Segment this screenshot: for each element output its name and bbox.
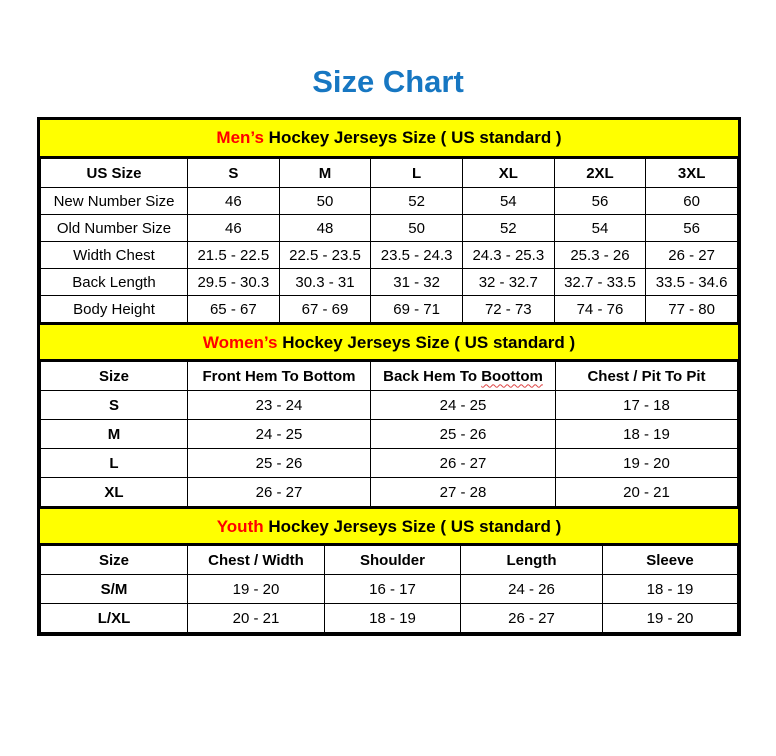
column-header [371, 362, 556, 391]
mens-section-title: Hockey Jerseys Size ( US standard ) [263, 128, 562, 147]
size-cell: 27 - 28 [371, 478, 556, 507]
size-cell: 32 - 32.7 [462, 269, 554, 296]
size-cell: 18 - 19 [603, 575, 738, 604]
size-cell: 77 - 80 [646, 296, 738, 323]
size-cell: 46 [188, 215, 280, 242]
size-cell: 25 - 26 [188, 449, 371, 478]
size-cell: 19 - 20 [556, 449, 738, 478]
size-cell: 25.3 - 26 [554, 242, 646, 269]
size-cell: 48 [279, 215, 371, 242]
column-header-text: Back Hem To [383, 367, 482, 385]
size-cell: 23 - 24 [188, 391, 371, 420]
size-cell: 19 - 20 [188, 575, 325, 604]
misspelled-word: Boottom [481, 367, 543, 385]
size-cell: 67 - 69 [279, 296, 371, 323]
youth-header-row [41, 546, 738, 575]
size-cell: 33.5 - 34.6 [646, 269, 738, 296]
column-header: Size [41, 546, 188, 575]
size-cell: 50 [279, 188, 371, 215]
column-header: S [188, 159, 280, 188]
womens-header-row [41, 362, 738, 391]
table-row [41, 242, 738, 269]
size-cell: 26 - 27 [188, 478, 371, 507]
size-cell: 16 - 17 [325, 575, 461, 604]
size-cell: 24.3 - 25.3 [462, 242, 554, 269]
row-label: Width Chest [41, 242, 188, 269]
size-cell: 22.5 - 23.5 [279, 242, 371, 269]
size-cell: 24 - 26 [461, 575, 603, 604]
column-header: Shoulder [325, 546, 461, 575]
size-cell: 30.3 - 31 [279, 269, 371, 296]
size-cell: 54 [462, 188, 554, 215]
mens-header-row [41, 159, 738, 188]
column-header: 3XL [646, 159, 738, 188]
size-cell: 50 [371, 215, 463, 242]
row-label: S [41, 391, 188, 420]
row-label: Old Number Size [41, 215, 188, 242]
mens-size-table [40, 158, 738, 323]
table-row [41, 449, 738, 478]
table-row [41, 391, 738, 420]
size-cell: 20 - 21 [556, 478, 738, 507]
row-label: L [41, 449, 188, 478]
size-cell: 31 - 32 [371, 269, 463, 296]
table-row [41, 296, 738, 323]
row-label: Body Height [41, 296, 188, 323]
youth-section-header [40, 507, 738, 545]
youth-section-highlight: Youth [216, 517, 264, 536]
size-cell: 69 - 71 [371, 296, 463, 323]
size-cell: 54 [554, 215, 646, 242]
size-cell: 21.5 - 22.5 [188, 242, 280, 269]
size-cell: 52 [462, 215, 554, 242]
column-header: XL [462, 159, 554, 188]
size-cell: 24 - 25 [188, 420, 371, 449]
table-row [41, 478, 738, 507]
table-row [41, 420, 738, 449]
table-row [41, 604, 738, 633]
table-row [41, 575, 738, 604]
size-cell: 23.5 - 24.3 [371, 242, 463, 269]
size-cell: 46 [188, 188, 280, 215]
column-header: Size [41, 362, 188, 391]
table-row [41, 188, 738, 215]
mens-section-highlight: Men’s [216, 128, 264, 147]
size-cell: 72 - 73 [462, 296, 554, 323]
womens-section-header [40, 323, 738, 361]
youth-section-title: Hockey Jerseys Size ( US standard ) [263, 517, 562, 536]
size-cell: 26 - 27 [461, 604, 603, 633]
size-cell: 65 - 67 [188, 296, 280, 323]
size-cell: 18 - 19 [325, 604, 461, 633]
size-cell: 56 [646, 215, 738, 242]
column-header: Front Hem To Bottom [188, 362, 371, 391]
table-row [41, 269, 738, 296]
size-cell: 56 [554, 188, 646, 215]
row-label: S/M [41, 575, 188, 604]
column-header: Length [461, 546, 603, 575]
column-header: L [371, 159, 463, 188]
column-header: Chest / Pit To Pit [556, 362, 738, 391]
row-label: L/XL [41, 604, 188, 633]
size-cell: 52 [371, 188, 463, 215]
womens-section-title: Hockey Jerseys Size ( US standard ) [277, 333, 576, 352]
column-header: Chest / Width [188, 546, 325, 575]
size-cell: 32.7 - 33.5 [554, 269, 646, 296]
size-chart [37, 117, 741, 636]
column-header: US Size [41, 159, 188, 188]
size-cell: 18 - 19 [556, 420, 738, 449]
womens-section-highlight: Women’s [202, 333, 278, 352]
youth-size-table [40, 545, 738, 633]
size-cell: 26 - 27 [646, 242, 738, 269]
row-label: M [41, 420, 188, 449]
size-cell: 25 - 26 [371, 420, 556, 449]
row-label: XL [41, 478, 188, 507]
mens-section-header [40, 120, 738, 158]
row-label: Back Length [41, 269, 188, 296]
womens-size-table [40, 361, 738, 507]
size-cell: 29.5 - 30.3 [188, 269, 280, 296]
size-cell: 74 - 76 [554, 296, 646, 323]
size-cell: 26 - 27 [371, 449, 556, 478]
size-cell: 60 [646, 188, 738, 215]
column-header: M [279, 159, 371, 188]
table-row [41, 215, 738, 242]
row-label: New Number Size [41, 188, 188, 215]
size-cell: 20 - 21 [188, 604, 325, 633]
column-header: Sleeve [603, 546, 738, 575]
size-cell: 19 - 20 [603, 604, 738, 633]
size-cell: 17 - 18 [556, 391, 738, 420]
column-header: 2XL [554, 159, 646, 188]
size-cell: 24 - 25 [371, 391, 556, 420]
page-title: Size Chart [312, 64, 464, 99]
